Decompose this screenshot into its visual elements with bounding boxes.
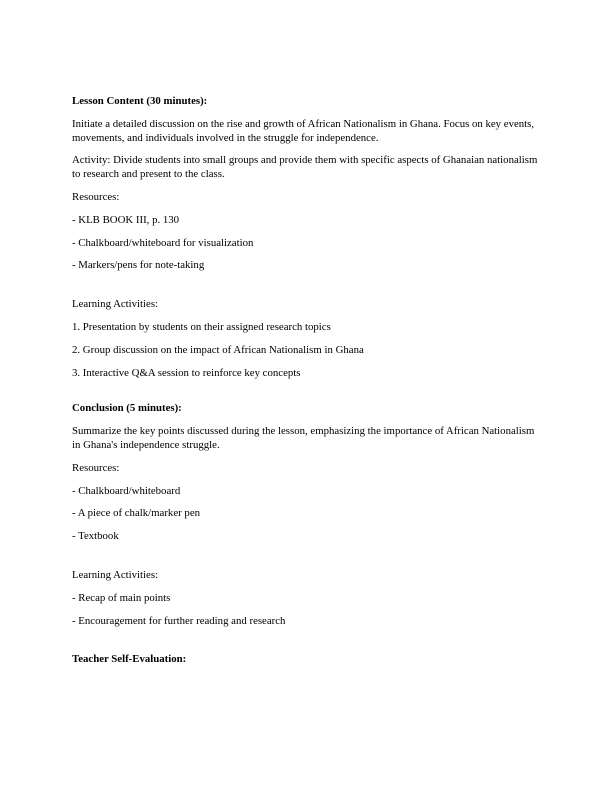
section-spacer	[72, 544, 542, 569]
list-item: - Recap of main points	[72, 591, 171, 604]
document-page	[72, 95, 542, 676]
list-item: 3. Interactive Q&A session to reinforce key concepts	[72, 366, 301, 379]
lesson-content-heading: Lesson Content (30 minutes):	[72, 95, 208, 107]
list-item: - Chalkboard/whiteboard for visualization	[72, 236, 254, 249]
conclusion-activities-label: Learning Activities:	[72, 568, 159, 581]
section-spacer	[72, 273, 542, 298]
conclusion-paragraph: Summarize the key points discussed during the lesson, emphasizing the importance of African Nationalism in Ghana's independence struggle.	[72, 425, 535, 451]
self-evaluation-heading: Teacher Self-Evaluation:	[72, 653, 187, 666]
lesson-activities-label: Learning Activities:	[72, 298, 159, 311]
conclusion-resources-label: Resources:	[72, 461, 120, 474]
section-spacer	[72, 380, 542, 402]
list-item: - A piece of chalk/marker pen	[72, 507, 201, 520]
lesson-resources-label: Resources:	[72, 190, 120, 203]
list-item: - KLB BOOK III, p. 130	[72, 213, 180, 226]
list-item: - Chalkboard/whiteboard	[72, 484, 181, 497]
conclusion-heading: Conclusion (5 minutes):	[72, 402, 182, 415]
list-item: - Encouragement for further reading and research	[72, 614, 286, 627]
list-item: 1. Presentation by students on their assigned research topics	[72, 320, 331, 333]
section-spacer	[72, 628, 542, 653]
lesson-content-paragraph: Initiate a detailed discussion on the rise and growth of African Nationalism in Ghana. Focus on key events, movements, and individuals involved in the struggle for independence.	[72, 117, 535, 144]
list-item: - Markers/pens for note-taking	[72, 259, 205, 272]
list-item: - Textbook	[72, 530, 119, 543]
list-item: 2. Group discussion on the impact of African Nationalism in Ghana	[72, 343, 364, 356]
lesson-activity-paragraph: Activity: Divide students into small groups and provide them with specific aspects of Ghanaian nationalism to research and present to the class.	[72, 154, 538, 181]
